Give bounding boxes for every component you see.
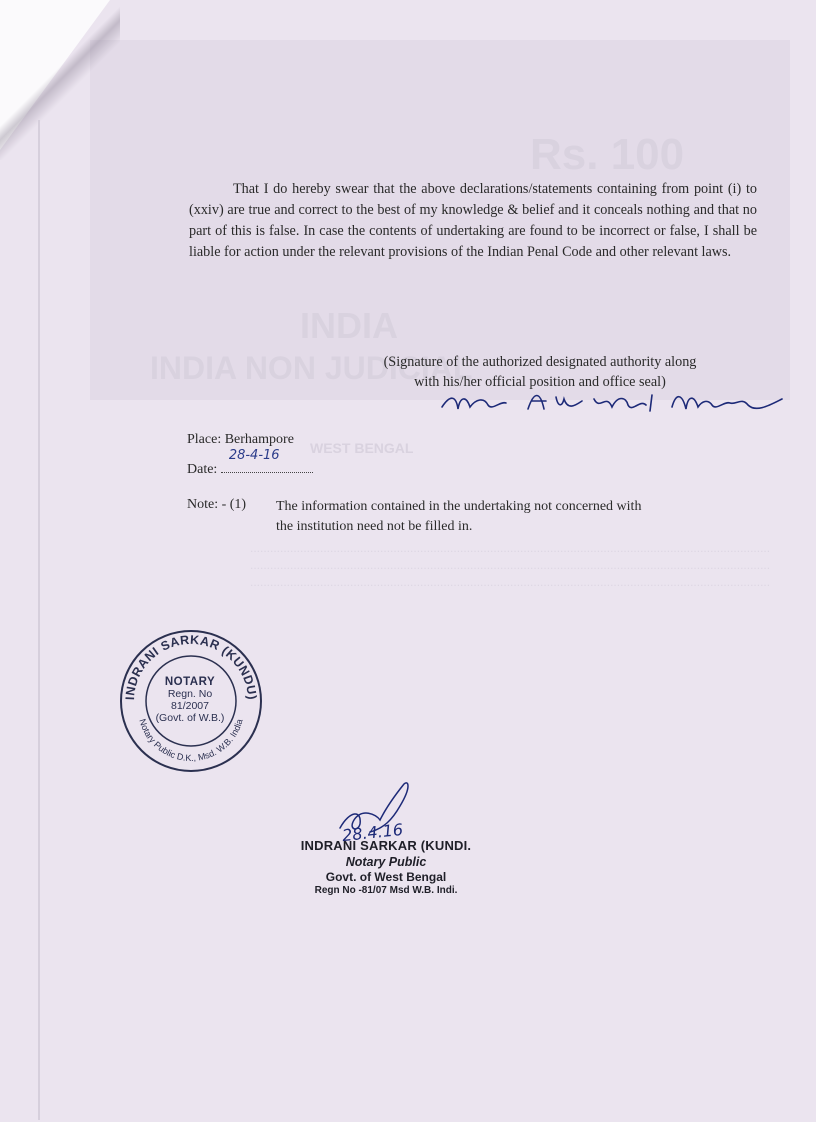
seal-regn: Regn. No [167, 688, 213, 700]
notary-rubber-stamp [276, 838, 496, 896]
notary-regn: Regn No -81/07 Msd W.B. Indi. [314, 885, 458, 896]
seal-outer-text-bottom: Notary Public D.K., Msd. W.B. India [137, 717, 245, 764]
place-value: Berhampore [224, 432, 294, 447]
place-row [187, 432, 294, 448]
left-margin-line [38, 120, 40, 1120]
bleed-through-nonjudicial: INDIA NON JUDICIAL [150, 350, 473, 386]
authority-signature [436, 385, 786, 425]
seal-number: 81/2007 [171, 700, 209, 712]
date-dotted-line [221, 448, 313, 473]
signature-caption-line2: with his/her official position and office seal) [414, 374, 666, 390]
seal-title: NOTARY [164, 676, 216, 688]
bleed-through-india: INDIA [300, 305, 398, 346]
bleed-through-lines: ............................................................................................................................................................ ............................................................................................................................................................ ............................................................................................................................................................ [250, 541, 771, 589]
seal-govt: (Govt. of W.B.) [155, 712, 225, 724]
notary-name: INDRANI SARKAR (KUNDI. [300, 838, 472, 853]
notary-govt: Govt. of West Bengal [325, 870, 447, 884]
place-label: Place: [187, 432, 222, 447]
date-row [187, 448, 313, 478]
folded-corner-shadow [0, 0, 120, 160]
date-label: Date: [187, 462, 218, 477]
date-handwritten: 28-4-16 [228, 448, 280, 463]
note-text: The information contained in the undertaking not concerned with the institution need not be filled in. [276, 499, 642, 534]
note-label: Note: - (1) [187, 497, 247, 512]
seal-outer-text: INDRANI SARKAR (KUNDU) [122, 632, 260, 701]
notary-title: Notary Public [345, 855, 427, 869]
notary-seal-center [146, 676, 234, 724]
bleed-through-rupee: Rs. 100 [530, 130, 685, 179]
signature-caption-line1: (Signature of the authorized designated authority along [383, 354, 697, 370]
bleed-through-westbengal: WEST BENGAL [310, 440, 414, 456]
notary-signed-date: 28.4.16 [341, 819, 404, 846]
declaration-paragraph: That I do hereby swear that the above declarations/statements containing from point (i) to (xxiv) are true and correct to the best of my knowledge & belief and it conceals nothing and that no part of this is false. In case the contents of undertaking are found to be incorrect or false, I shall be liable for action under the relevant provisions of the Indian Penal Code and other relevant laws. [189, 181, 757, 260]
